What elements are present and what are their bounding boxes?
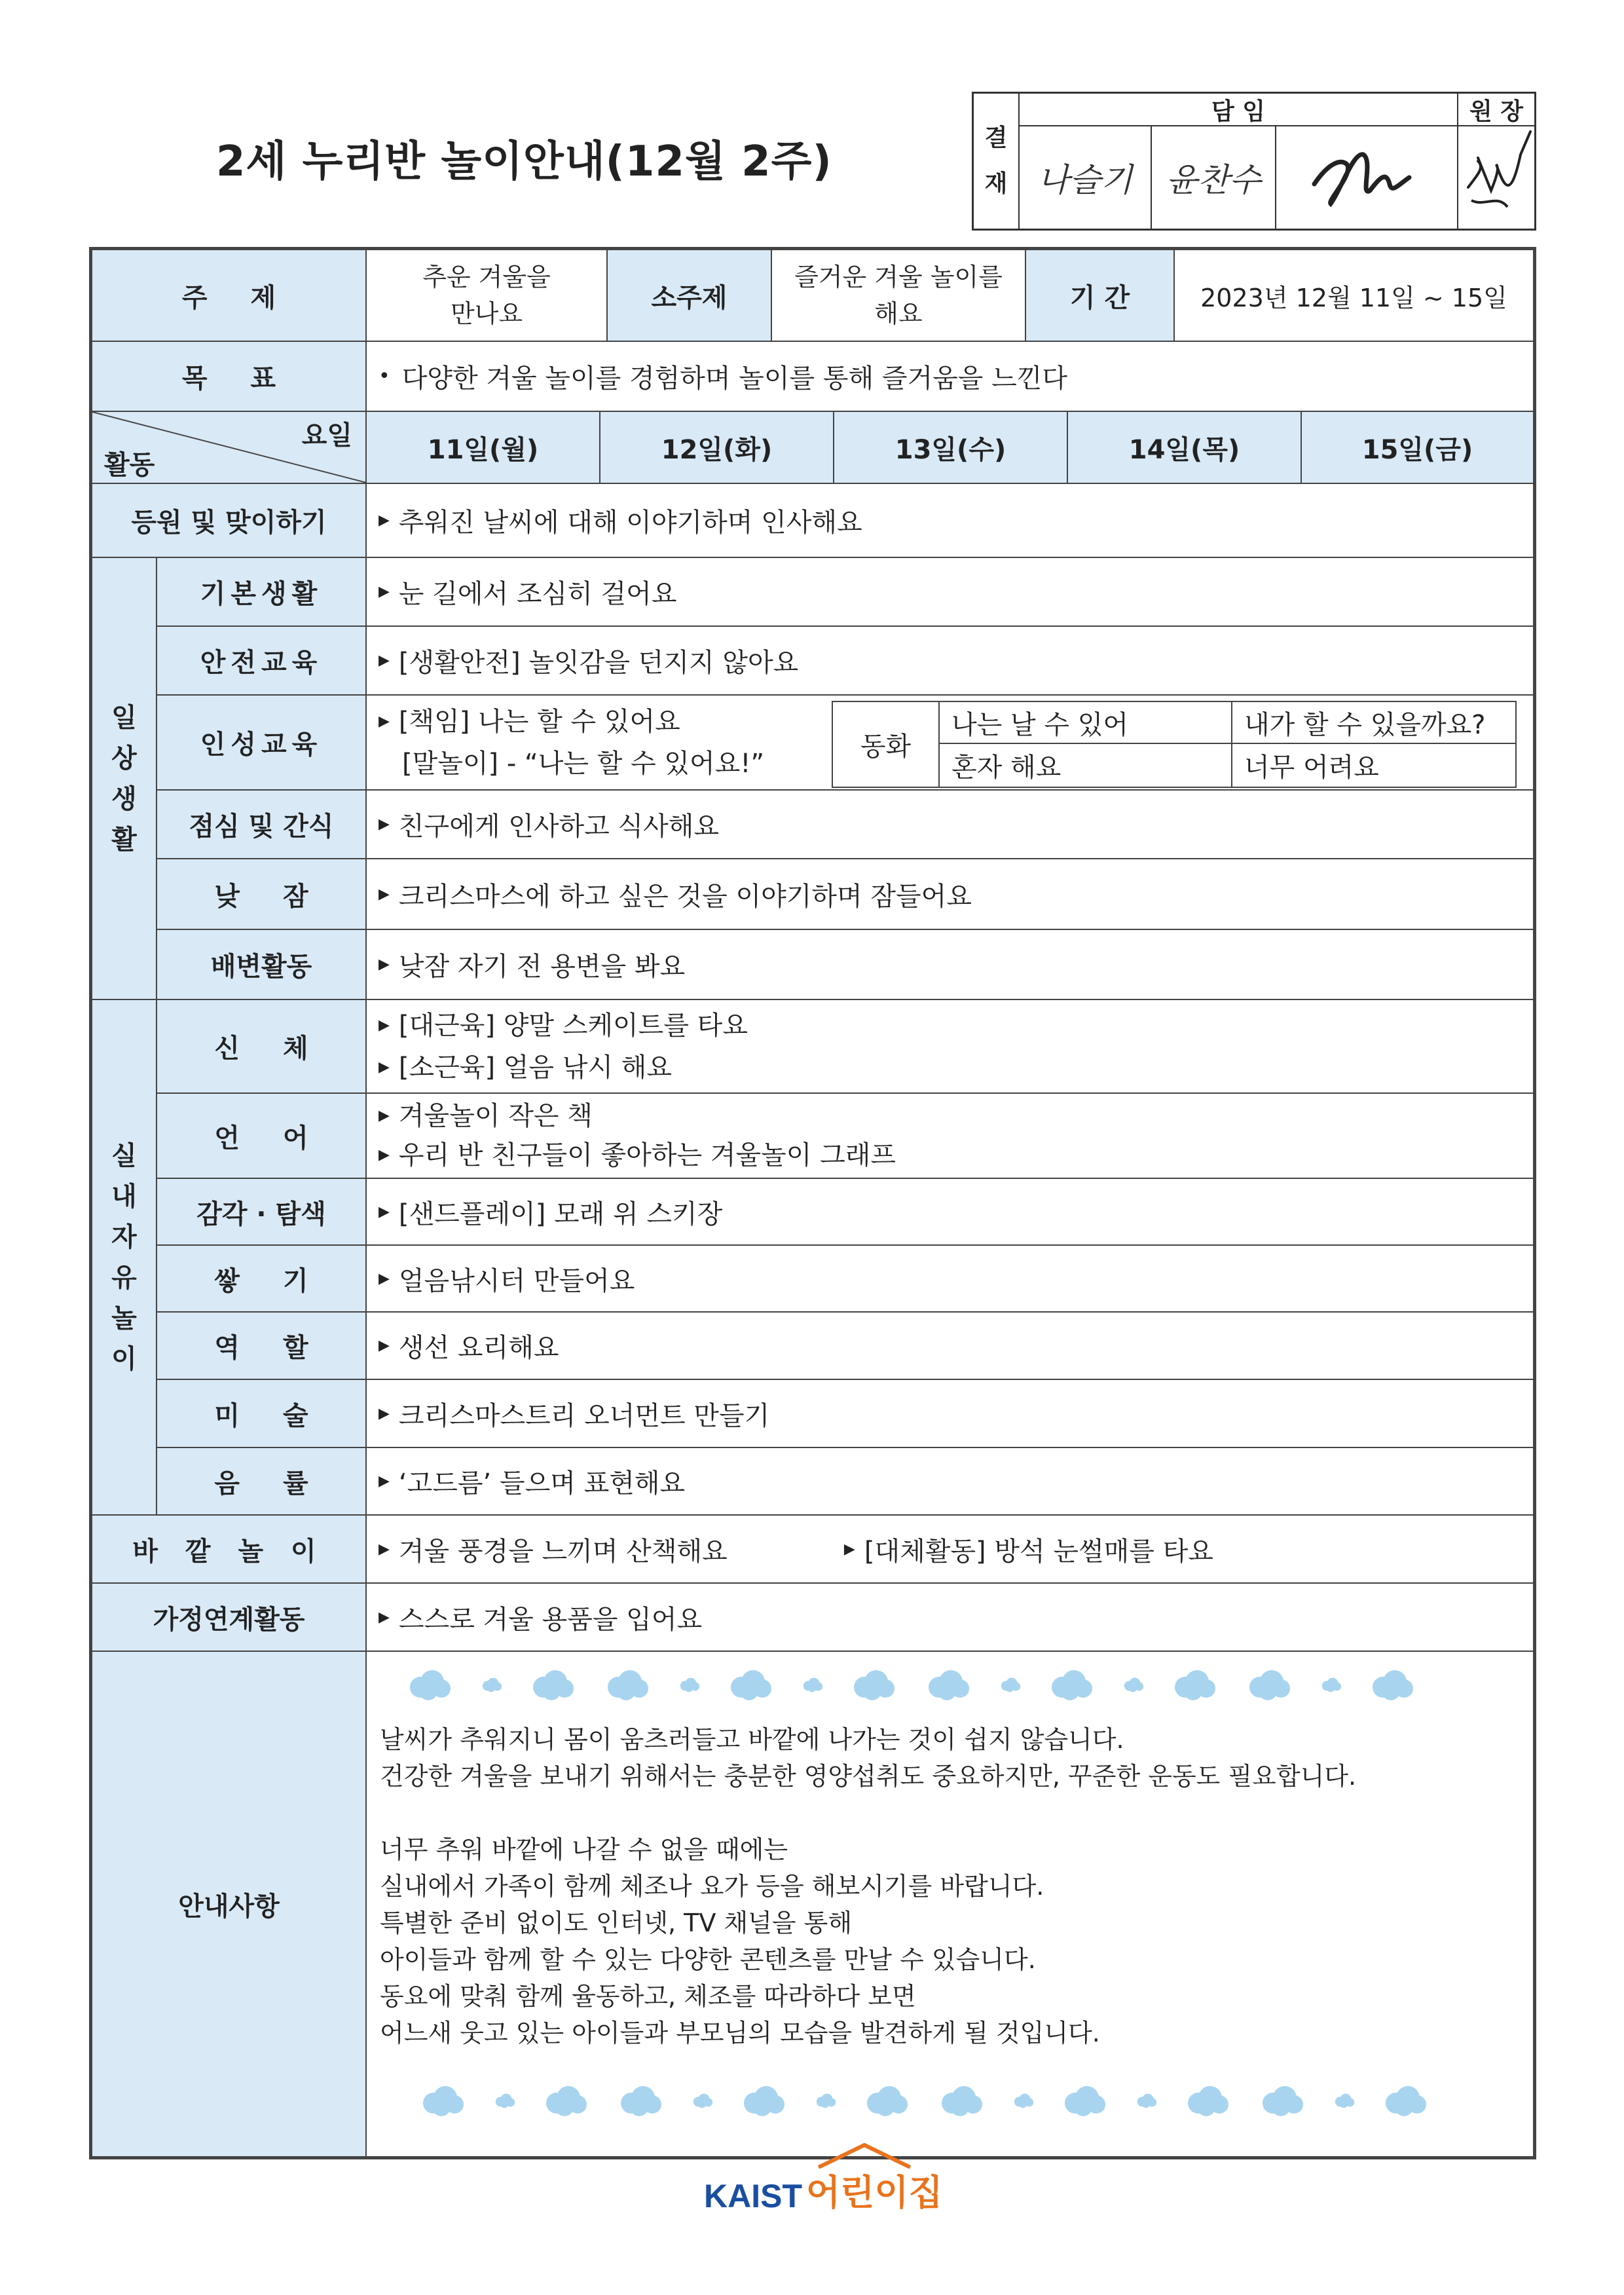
triangle-bullet-icon: ▶ [378, 1108, 390, 1124]
cloud-icon [938, 2085, 985, 2116]
approval-side-label-2: 재 [984, 170, 1008, 197]
logo-name: 어린이집 [806, 2172, 943, 2213]
language-line-1-row [378, 1096, 593, 1136]
page-title: 2세 누리반 놀이안내(12월 2주) [216, 138, 832, 186]
signature-box-1 [1020, 126, 1152, 229]
notice-line-8: 동요에 맞춰 함께 율동하고, 체조를 따라하다 보면 [380, 1982, 916, 2011]
goal-text: 다양한 겨울 놀이를 경험하며 놀이를 통해 즐거움을 느낀다 [401, 364, 1068, 394]
notice-line-5: 실내에서 가족이 함께 체조나 요가 등을 해보시기를 바랍니다. [380, 1872, 1044, 1901]
art-label: 미 술 [157, 1380, 367, 1448]
home-link-label: 가정연계활동 [92, 1584, 367, 1652]
physical-line-2: [소근육] 얼음 낚시 해요 [398, 1052, 673, 1083]
daily-life-char-3: 생 [111, 783, 137, 814]
physical-cell [367, 1000, 1533, 1094]
notice-body [380, 1721, 1356, 2051]
subtheme-label: 소주제 [608, 250, 772, 342]
toilet-cell [367, 930, 1533, 1000]
cloud-icon [863, 2085, 910, 2116]
story-title-1: 나는 날 수 있어 [940, 702, 1232, 744]
goal-label: 목 표 [92, 342, 367, 412]
basic-life-cell [367, 558, 1533, 627]
cloud-icon [406, 1669, 453, 1700]
notice-line-1: 날씨가 추워지니 몸이 움츠러들고 바깥에 나가는 것이 쉽지 않습니다. [380, 1725, 1124, 1754]
triangle-bullet-icon: ▶ [378, 1147, 390, 1163]
cloud-icon [740, 2085, 787, 2116]
home-link-text: 스스로 겨울 용품을 입어요 [398, 1604, 703, 1635]
triangle-bullet-icon: ▶ [378, 512, 390, 529]
language-cell [367, 1094, 1533, 1179]
notice-line-6: 특별한 준비 없이도 인터넷, TV 채널을 통해 [380, 1909, 853, 1937]
corner-day-label: 요일 [301, 420, 352, 451]
cloud-border-top [406, 1669, 1443, 1700]
approval-side-label-1: 결 [984, 124, 1008, 151]
handwritten-signature-3 [1301, 138, 1432, 217]
character-line-2-row [378, 743, 764, 785]
music-text: ‘고드름’ 들으며 표현해요 [398, 1468, 686, 1499]
small-cloud-icon [1135, 2092, 1158, 2109]
cloud-border-bottom [419, 2085, 1456, 2116]
nap-text: 크리스마스에 하고 싶은 것을 이야기하며 잠들어요 [398, 881, 972, 912]
small-cloud-icon [1122, 1676, 1145, 1693]
toilet-text: 낮잠 자기 전 용변을 봐요 [398, 952, 686, 982]
approval-box [972, 92, 1536, 231]
art-cell [367, 1380, 1533, 1448]
corner-activity-label: 활동 [104, 450, 155, 480]
music-cell [367, 1448, 1533, 1516]
cloud-icon [529, 1669, 576, 1700]
basic-life-label: 기본생활 [157, 558, 367, 627]
goal-text-cell [367, 342, 1533, 412]
triangle-bullet-icon: ▶ [378, 652, 390, 669]
cloud-icon [1369, 1669, 1416, 1700]
small-cloud-icon [692, 2092, 714, 2109]
arrival-text: 추워진 날씨에 대해 이야기하며 인사해요 [398, 508, 862, 538]
day-header-fri: 15일(금) [1302, 412, 1533, 484]
language-line-2: 우리 반 친구들이 좋아하는 겨울놀이 그래프 [398, 1140, 896, 1170]
notice-line-7: 아이들과 함께 할 수 있는 다양한 콘텐츠를 만날 수 있습니다. [380, 1945, 1036, 1974]
day-header-tue: 12일(화) [600, 412, 834, 484]
meal-cell [367, 791, 1533, 859]
triangle-bullet-icon: ▶ [843, 1540, 855, 1558]
triangle-bullet-icon: ▶ [378, 1540, 390, 1558]
sensory-label: 감각 · 탐색 [157, 1179, 367, 1246]
subtheme-line-1: 즐거운 겨울 놀이를 [794, 263, 1003, 291]
character-line-1-row [378, 701, 680, 743]
sensory-text: [샌드플레이] 모래 위 스키장 [398, 1199, 723, 1229]
safety-edu-text: [생활안전] 놀잇감을 던지지 않아요 [398, 648, 799, 678]
sensory-cell [367, 1179, 1533, 1246]
kindergarten-logo [704, 2165, 943, 2215]
small-cloud-icon [678, 1676, 701, 1693]
notice-line-9: 어느새 웃고 있는 아이들과 부모님의 모습을 발견하게 될 것입니다. [380, 2019, 1100, 2047]
character-line-2: [말놀이] - “나는 할 수 있어요!” [402, 748, 765, 779]
logo-name-wrap [802, 2165, 943, 2215]
indoor-play-char-5: 놀 [111, 1303, 137, 1334]
logo-brand: KAIST [704, 2178, 802, 2214]
director-label: 원 장 [1458, 94, 1534, 126]
outdoor-text: 겨울 풍경을 느끼며 산책해요 [398, 1536, 728, 1567]
signature-box-3 [1276, 126, 1458, 229]
homeroom-label: 담 임 [1020, 94, 1458, 126]
language-label: 언 어 [157, 1094, 367, 1179]
language-line-2-row [378, 1136, 896, 1175]
day-header-wed: 13일(수) [834, 412, 1068, 484]
director-signature [1458, 128, 1534, 227]
house-roof-icon [815, 2142, 913, 2169]
safety-edu-cell [367, 627, 1533, 696]
theme-value [367, 250, 608, 342]
meal-text: 친구에게 인사하고 식사해요 [398, 812, 720, 842]
notice-line-4: 너무 추워 바깥에 나갈 수 없을 때에는 [380, 1835, 788, 1864]
physical-line-1: [대근육] 양말 스케이트를 타요 [398, 1010, 748, 1041]
triangle-bullet-icon: ▶ [378, 886, 390, 903]
triangle-bullet-icon: ▶ [378, 1058, 390, 1075]
cloud-icon [1246, 1669, 1293, 1700]
theme-line-1: 추운 겨울을 [422, 263, 551, 291]
character-edu-label: 인성교육 [157, 696, 367, 791]
role-play-cell [367, 1313, 1533, 1380]
cloud-icon [1061, 2085, 1108, 2116]
role-play-label: 역 할 [157, 1313, 367, 1380]
theme-label: 주 제 [92, 250, 367, 342]
story-label: 동화 [833, 702, 940, 787]
cloud-icon [850, 1669, 897, 1700]
blocks-label: 쌓 기 [157, 1246, 367, 1313]
outdoor-alt-text: [대체활동] 방석 눈썰매를 타요 [864, 1536, 1213, 1567]
teacher-signature-1: 나슬기 [1037, 161, 1133, 199]
blocks-text: 얼음낚시터 만들어요 [398, 1265, 635, 1296]
teacher-signature-2: 윤찬수 [1166, 161, 1261, 199]
triangle-bullet-icon: ▶ [378, 1270, 390, 1287]
triangle-bullet-icon: ▶ [378, 1337, 390, 1354]
nap-cell [367, 859, 1533, 930]
arrival-cell [367, 484, 1533, 558]
safety-edu-label: 안전교육 [157, 627, 367, 696]
cloud-icon [1184, 2085, 1231, 2116]
triangle-bullet-icon: ▶ [378, 1609, 390, 1626]
cloud-icon [1382, 2085, 1429, 2116]
daily-life-group-label [92, 558, 157, 1000]
outdoor-cell [367, 1516, 1533, 1584]
cloud-icon [542, 2085, 589, 2116]
daily-life-char-4: 활 [111, 824, 137, 855]
small-cloud-icon [481, 1676, 503, 1693]
indoor-play-group-label [92, 1000, 157, 1516]
art-text: 크리스마스트리 오너먼트 만들기 [398, 1400, 770, 1431]
music-label: 음 률 [157, 1448, 367, 1516]
day-header-thu: 14일(목) [1068, 412, 1302, 484]
small-cloud-icon [494, 2092, 516, 2109]
triangle-bullet-icon: ▶ [378, 1405, 390, 1422]
basic-life-text: 눈 길에서 조심히 걸어요 [398, 579, 677, 609]
cloud-icon [925, 1669, 972, 1700]
signature-box-2 [1152, 126, 1276, 229]
physical-line-1-row [378, 1005, 748, 1047]
small-cloud-icon [815, 2092, 837, 2109]
triangle-bullet-icon: ▶ [378, 1473, 390, 1489]
daily-life-char-2: 상 [111, 743, 137, 774]
day-corner-header [92, 412, 367, 484]
physical-line-2-row [378, 1047, 672, 1089]
small-cloud-icon [1320, 1676, 1342, 1693]
small-cloud-icon [999, 1676, 1022, 1693]
indoor-play-char-4: 유 [111, 1262, 137, 1293]
triangle-bullet-icon: ▶ [378, 713, 390, 730]
cloud-icon [1048, 1669, 1095, 1700]
bullet-icon: • [378, 365, 390, 388]
triangle-bullet-icon: ▶ [378, 584, 390, 600]
language-line-1: 겨울놀이 작은 책 [398, 1101, 593, 1131]
cloud-icon [617, 2085, 664, 2116]
story-title-3: 혼자 해요 [940, 744, 1232, 787]
arrival-label: 등원 및 맞이하기 [92, 484, 367, 558]
blocks-cell [367, 1246, 1533, 1313]
notice-label: 안내사항 [92, 1652, 367, 2156]
cloud-icon [727, 1669, 774, 1700]
triangle-bullet-icon: ▶ [378, 1017, 390, 1034]
triangle-bullet-icon: ▶ [378, 816, 390, 832]
indoor-play-char-1: 실 [111, 1140, 137, 1171]
signature-box-4 [1458, 126, 1534, 229]
triangle-bullet-icon: ▶ [378, 956, 390, 973]
physical-label: 신 체 [157, 1000, 367, 1094]
cloud-icon [1171, 1669, 1218, 1700]
outdoor-label: 바 깥 놀 이 [92, 1516, 367, 1584]
daily-life-char-1: 일 [111, 702, 137, 733]
notice-line-2: 건강한 겨울을 보내기 위해서는 충분한 영양섭취도 중요하지만, 꾸준한 운동도 필요합니다. [380, 1762, 1357, 1791]
period-label: 기 간 [1026, 250, 1175, 342]
story-table [832, 701, 1517, 788]
story-title-4: 너무 어려요 [1244, 753, 1379, 783]
approval-side-label [974, 94, 1020, 229]
home-link-cell [367, 1584, 1533, 1652]
theme-line-2: 만나요 [450, 299, 523, 328]
toilet-label: 배변활동 [157, 930, 367, 1000]
nap-label: 낮 잠 [157, 859, 367, 930]
cloud-icon [419, 2085, 466, 2116]
cloud-icon [1259, 2085, 1306, 2116]
subtheme-value [772, 250, 1026, 342]
character-line-1: [책임] 나는 할 수 있어요 [398, 706, 680, 737]
small-cloud-icon [1012, 2092, 1035, 2109]
cloud-icon [604, 1669, 651, 1700]
small-cloud-icon [802, 1676, 824, 1693]
meal-label: 점심 및 간식 [157, 791, 367, 859]
indoor-play-char-6: 이 [111, 1343, 137, 1374]
small-cloud-icon [1333, 2092, 1356, 2109]
notice-line-3 [380, 1795, 1356, 1831]
indoor-play-char-3: 자 [111, 1222, 137, 1252]
subtheme-line-2: 해요 [874, 299, 923, 328]
story-title-2: 내가 할 수 있을까요? [1232, 702, 1515, 744]
period-value: 2023년 12월 11일 ~ 15일 [1175, 250, 1533, 342]
role-play-text: 생선 요리해요 [398, 1333, 559, 1363]
day-header-mon: 11일(월) [367, 412, 600, 484]
triangle-bullet-icon: ▶ [378, 1203, 390, 1220]
indoor-play-char-2: 내 [111, 1181, 137, 1212]
